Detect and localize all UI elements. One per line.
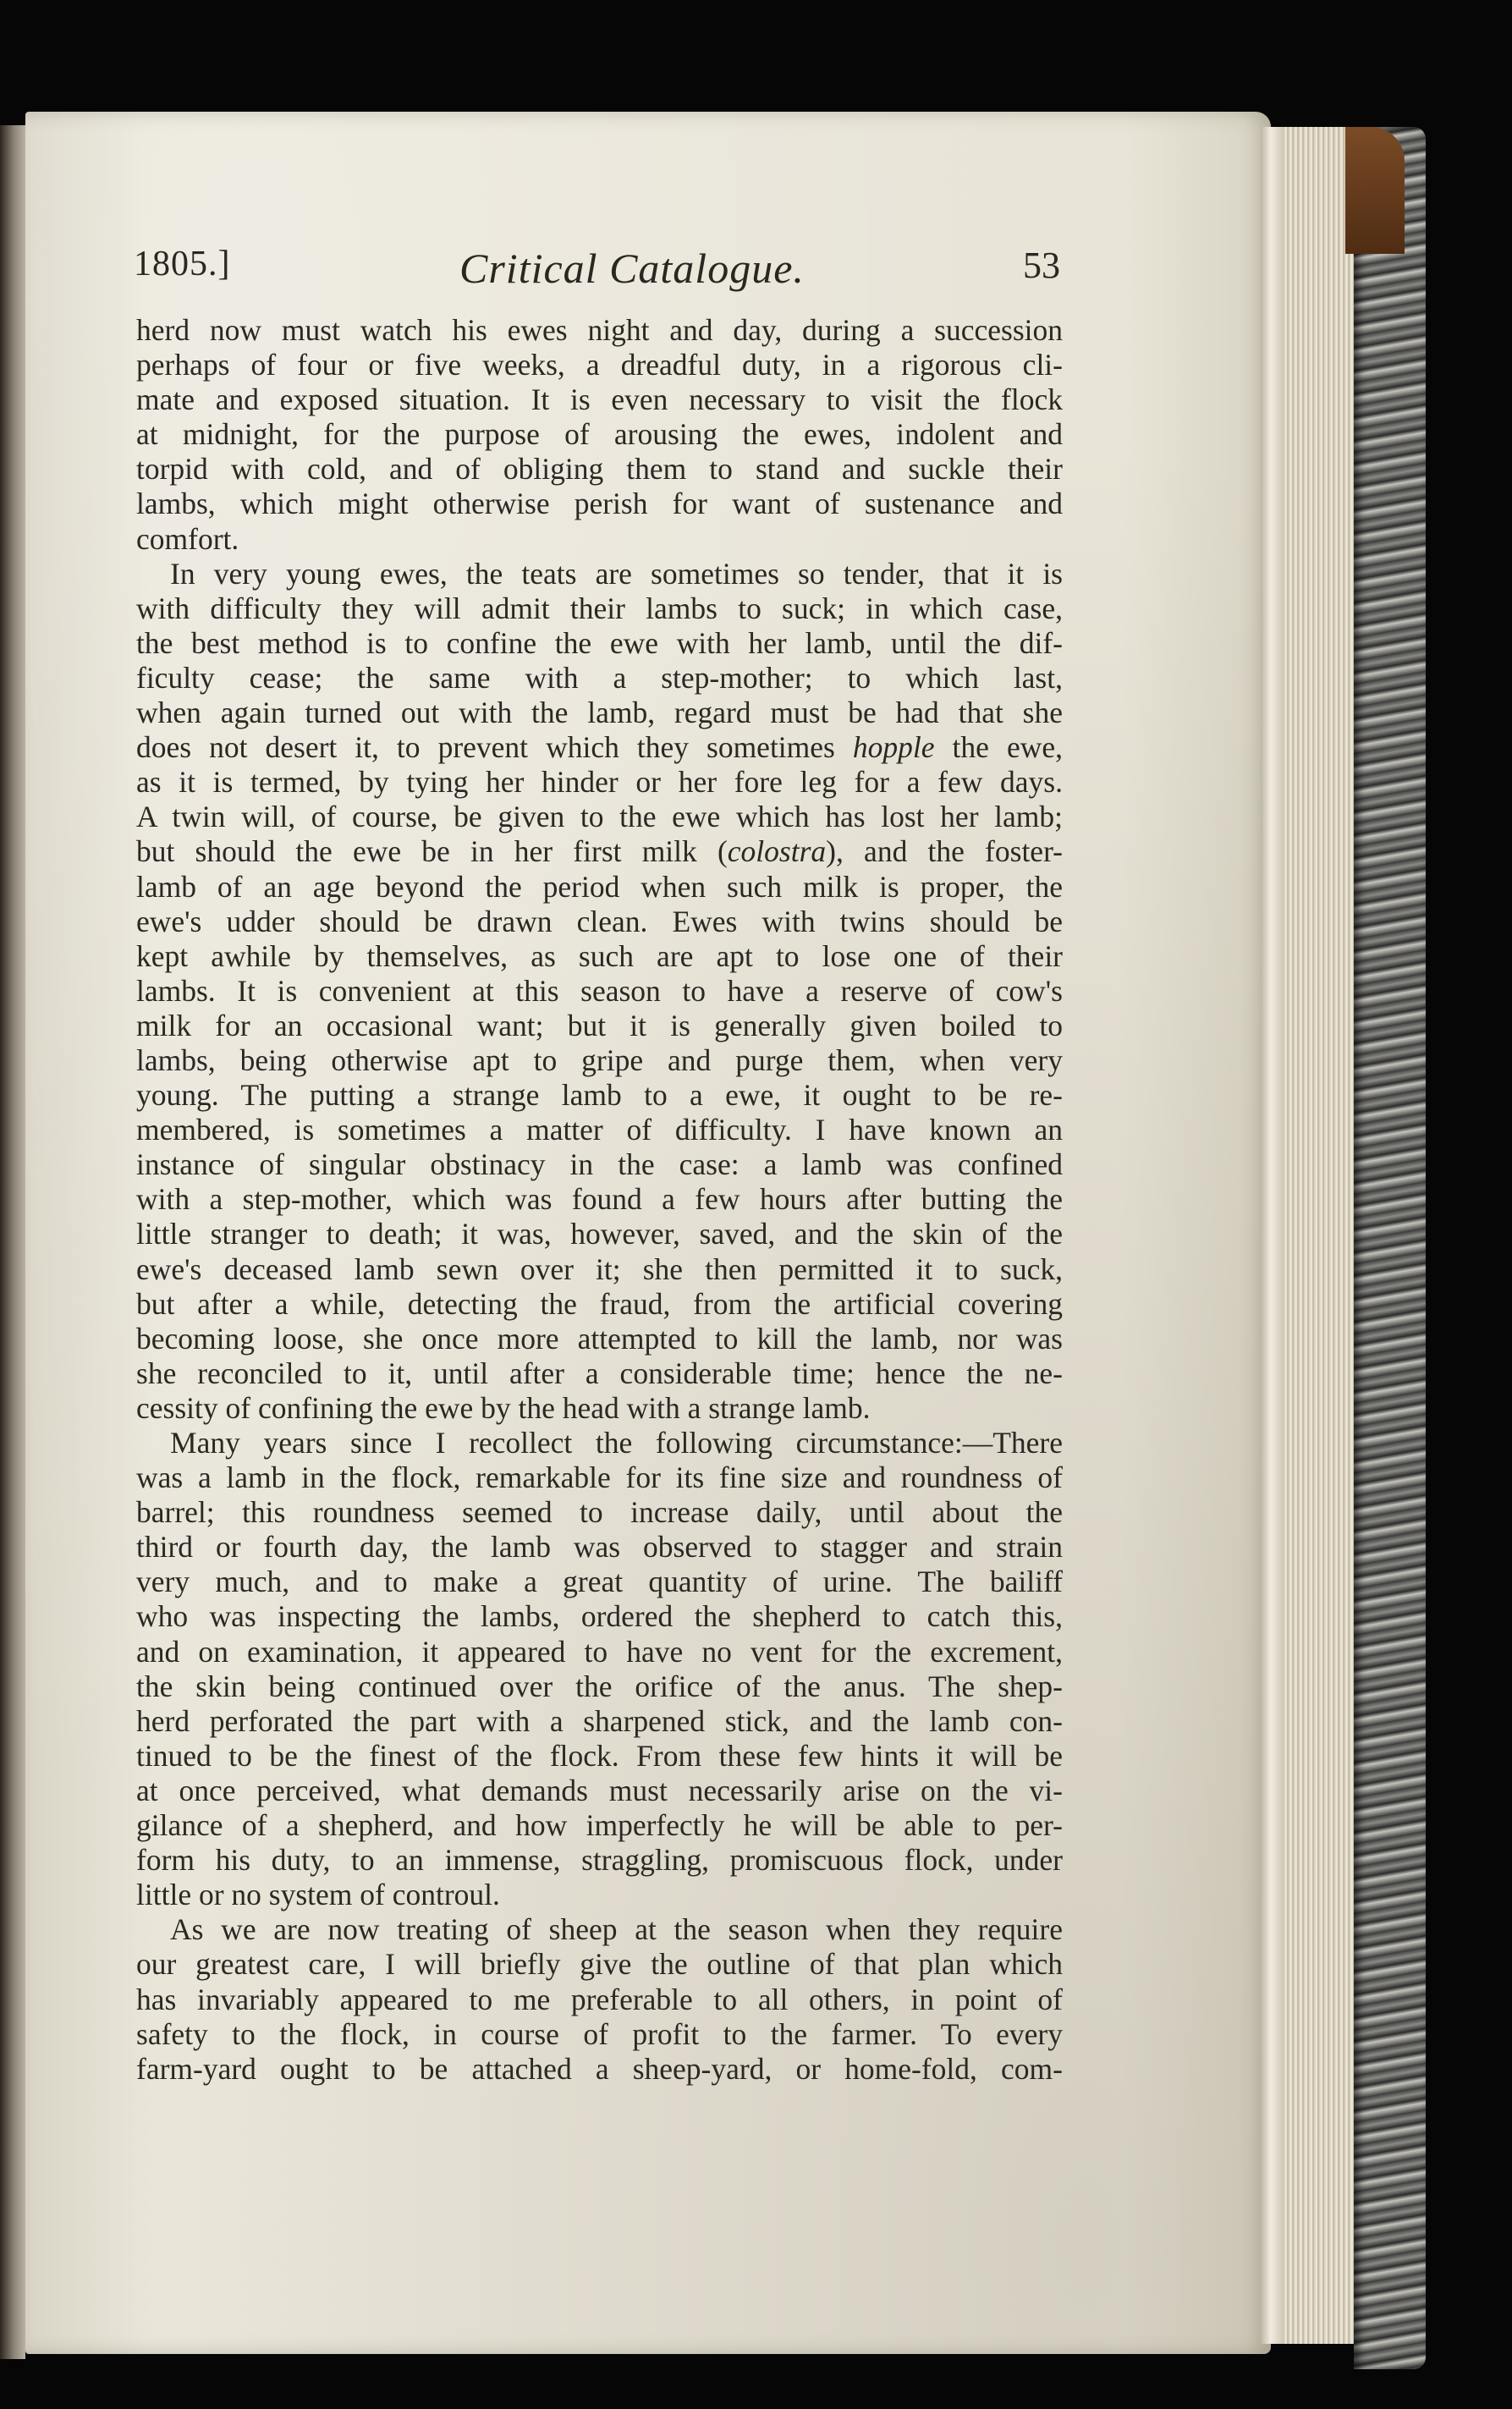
- text-line: [136, 730, 1063, 765]
- text-line: ficulty cease; the same with a step-mother; to which last,: [136, 660, 1063, 695]
- running-head: [134, 244, 1060, 303]
- text-line: our greatest care, I will briefly give the outline of that plan which: [136, 1947, 1063, 1982]
- text-line: mate and exposed situation. It is even necessary to visit the flock: [136, 382, 1063, 417]
- text-line: little stranger to death; it was, however, saved, and the skin of the: [136, 1217, 1063, 1251]
- text-line: lamb of an age beyond the period when such milk is proper, the: [136, 869, 1063, 904]
- text-line: when again turned out with the lamb, regard must be had that she: [136, 696, 1063, 730]
- text-line: third or fourth day, the lamb was observed to stagger and strain: [136, 1530, 1063, 1565]
- text-line: cessity of confining the ewe by the head with a strange lamb.: [136, 1390, 871, 1425]
- text-line: ewe's deceased lamb sewn over it; she then permitted it to suck,: [136, 1251, 1063, 1286]
- text-line: A twin will, of course, be given to the ewe which has lost her lamb;: [136, 800, 1063, 834]
- leather-spine-corner: [1345, 127, 1405, 254]
- text-line: and on examination, it appeared to have no vent for the excrement,: [136, 1634, 1063, 1669]
- page-edges: [1284, 127, 1362, 2344]
- text-line: form his duty, to an immense, straggling, promiscuous flock, under: [136, 1843, 1063, 1878]
- text-line: safety to the flock, in course of profit to the farmer. To every: [136, 2016, 1063, 2051]
- text-line: comfort.: [136, 521, 239, 556]
- text-line: becoming loose, she once more attempted to kill the lamb, nor was: [136, 1321, 1063, 1356]
- text-line: very much, and to make a great quantity of urine. The bailiff: [136, 1565, 1063, 1599]
- text-line: milk for an occasional want; but it is generally given boiled to: [136, 1008, 1063, 1042]
- text-line: herd now must watch his ewes night and day, during a succession: [136, 313, 1063, 347]
- text-line: with difficulty they will admit their lambs to suck; in which case,: [136, 591, 1063, 625]
- text-line: farm-yard ought to be attached a sheep-yard, or home-fold, com-: [136, 2051, 1063, 2086]
- text-line: lambs. It is convenient at this season to have a reserve of cow's: [136, 973, 1063, 1008]
- text-line: the best method is to confine the ewe with her lamb, until the dif-: [136, 625, 1063, 660]
- text-segment: ), and the foster-: [826, 834, 1063, 869]
- text-line: the skin being continued over the orifice of the anus. The shep-: [136, 1669, 1063, 1703]
- text-line: was a lamb in the flock, remarkable for its fine size and roundness of: [136, 1460, 1063, 1495]
- running-head-title: Critical Catalogue.: [459, 245, 805, 292]
- text-line: gilance of a shepherd, and how imperfectly he will be able to per-: [136, 1808, 1063, 1843]
- text-line: young. The putting a strange lamb to a ewe, it ought to be re-: [136, 1078, 1063, 1113]
- text-line: barrel; this roundness seemed to increase daily, until about the: [136, 1495, 1063, 1530]
- text-line: as it is termed, by tying her hinder or her fore leg for a few days.: [136, 765, 1063, 800]
- page-curve: [1261, 127, 1286, 2344]
- body-text: [136, 313, 1063, 2087]
- text-line: at midnight, for the purpose of arousing the ewes, indolent and: [136, 417, 1063, 452]
- text-line: As we are now treating of sheep at the season when they require: [170, 1912, 1063, 1947]
- text-line: In very young ewes, the teats are sometimes so tender, that it is: [170, 556, 1063, 591]
- text-segment: but should the ewe be in her first milk (: [136, 834, 728, 869]
- text-line: torpid with cold, and of obliging them to stand and suckle their: [136, 452, 1063, 487]
- page-number: 53: [1023, 245, 1060, 286]
- facing-page-edge: [0, 125, 25, 2359]
- text-line: who was inspecting the lambs, ordered the shepherd to catch this,: [136, 1599, 1063, 1634]
- text-line: with a step-mother, which was found a few hours after butting the: [136, 1182, 1063, 1217]
- text-line: but after a while, detecting the fraud, from the artificial covering: [136, 1286, 1063, 1321]
- text-line: she reconciled to it, until after a considerable time; hence the ne-: [136, 1356, 1063, 1390]
- text-line: little or no system of controul.: [136, 1878, 500, 1912]
- text-line: herd perforated the part with a sharpened stick, and the lamb con-: [136, 1703, 1063, 1738]
- text-line: [136, 834, 1063, 869]
- text-line: kept awhile by themselves, as such are apt to lose one of their: [136, 938, 1063, 973]
- text-line: at once perceived, what demands must necessarily arise on the vi-: [136, 1773, 1063, 1807]
- text-segment: does not desert it, to prevent which they sometimes: [136, 730, 853, 765]
- text-line: instance of singular obstinacy in the case: a lamb was confined: [136, 1147, 1063, 1182]
- marbled-cover: [1354, 127, 1426, 2369]
- text-line: membered, is sometimes a matter of difficulty. I have known an: [136, 1113, 1063, 1147]
- text-line: Many years since I recollect the following circumstance:—There: [170, 1426, 1063, 1460]
- italic-term: colostra: [727, 834, 827, 869]
- text-segment: the ewe,: [934, 730, 1063, 765]
- text-line: has invariably appeared to me preferable to all others, in point of: [136, 1982, 1063, 2016]
- text-line: ewe's udder should be drawn clean. Ewes with twins should be: [136, 904, 1063, 938]
- text-line: lambs, which might otherwise perish for want of sustenance and: [136, 487, 1063, 521]
- italic-term: hopple: [852, 730, 935, 765]
- text-line: tinued to be the finest of the flock. From these few hints it will be: [136, 1738, 1063, 1773]
- running-head-year: 1805.]: [134, 245, 231, 283]
- text-line: perhaps of four or five weeks, a dreadful duty, in a rigorous cli-: [136, 348, 1063, 382]
- text-line: lambs, being otherwise apt to gripe and purge them, when very: [136, 1042, 1063, 1077]
